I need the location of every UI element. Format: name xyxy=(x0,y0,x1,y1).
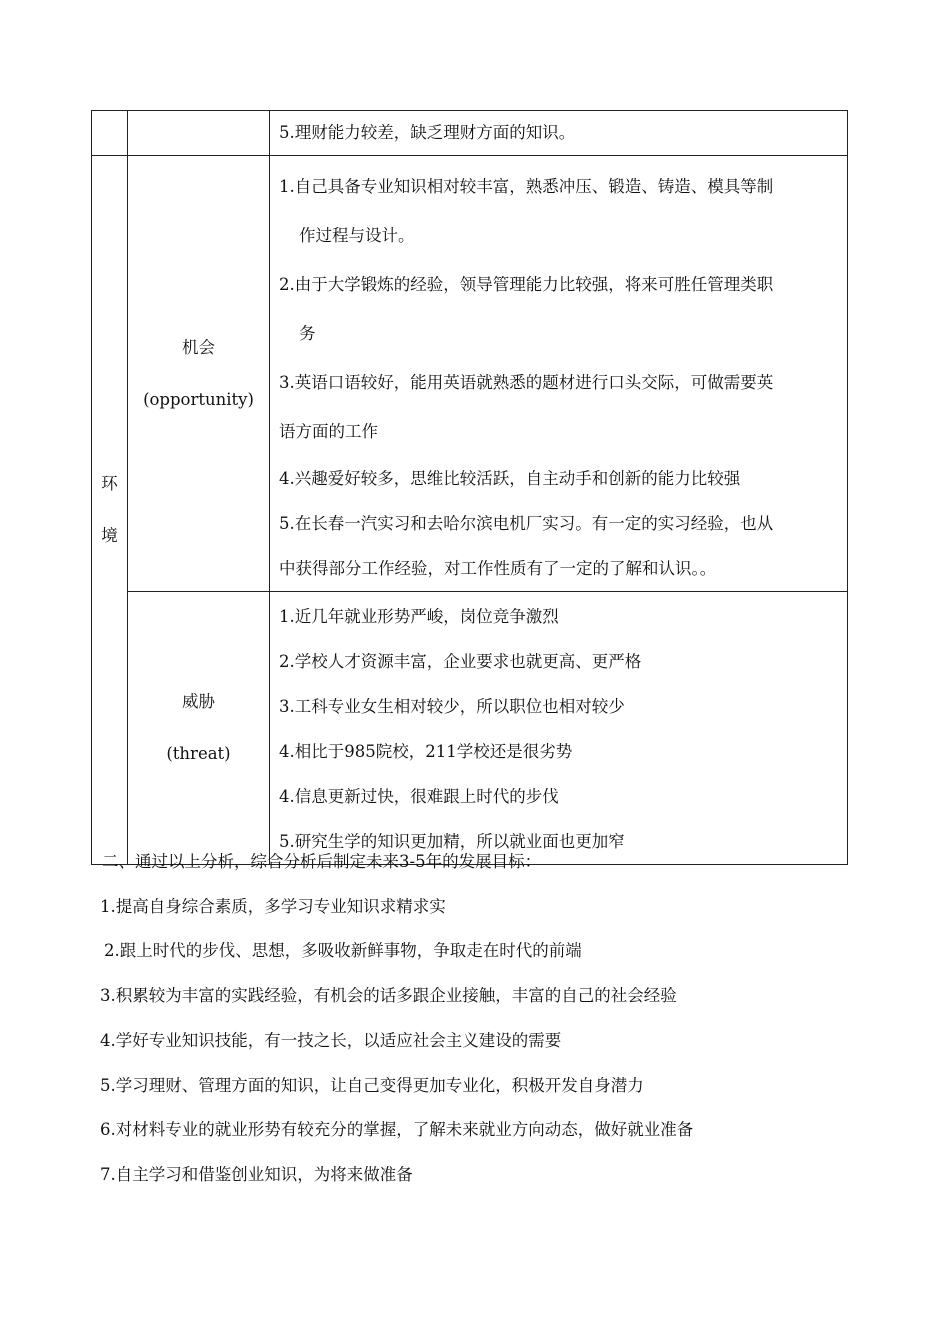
threat-label-cell xyxy=(128,592,270,865)
list-item: 1.近几年就业形势严峻，岗位竞争激烈 xyxy=(279,607,559,626)
opportunity-label-en: (opportunity) xyxy=(143,389,254,409)
list-item: 作过程与设计。 xyxy=(299,226,415,245)
table-row xyxy=(92,111,848,156)
goal-item: 7.自主学习和借鉴创业知识，为将来做准备 xyxy=(100,1164,413,1184)
goal-item: 1.提高自身综合素质，多学习专业知识求精求实 xyxy=(100,896,446,916)
goal-item: 3.积累较为丰富的实践经验，有机会的话多跟企业接触，丰富的自己的社会经验 xyxy=(100,986,677,1006)
threat-list-cell xyxy=(270,592,848,865)
empty-cell xyxy=(128,111,270,156)
list-item: 中获得部分工作经验，对工作性质有了一定的了解和认识。。 xyxy=(279,559,717,578)
threat-label-en: (threat) xyxy=(166,744,231,763)
goal-item: 6.对材料专业的就业形势有较充分的掌握，了解未来就业方向动态，做好就业准备 xyxy=(100,1120,694,1140)
opportunity-label: 机会 xyxy=(182,337,215,357)
environment-label-cell xyxy=(92,156,128,865)
list-item: 5.研究生学的知识更加精，所以就业面也更加窄 xyxy=(279,832,625,851)
goal-item: 2.跟上时代的步伐、思想，多吸收新鲜事物，争取走在时代的前端 xyxy=(104,941,582,961)
table-row xyxy=(92,156,848,592)
list-item: 务 xyxy=(299,324,316,343)
goals-section xyxy=(100,840,860,1198)
list-item: 4.相比于985院校，211学校还是很劣势 xyxy=(279,742,573,761)
goal-item: 4.学好专业知识技能，有一技之长，以适应社会主义建设的需要 xyxy=(100,1030,562,1050)
list-item: 4.兴趣爱好较多，思维比较活跃，自主动手和创新的能力比较强 xyxy=(279,469,741,488)
section-heading: 二、通过以上分析，综合分析后制定未来3-5年的发展目标： xyxy=(102,852,542,871)
list-item: 1.自己具备专业知识相对较丰富，熟悉冲压、锻造、铸造、模具等制 xyxy=(279,177,774,196)
list-item: 2.由于大学锻炼的经验，领导管理能力比较强，将来可胜任管理类职 xyxy=(279,275,774,294)
swot-table xyxy=(91,110,848,865)
table-row xyxy=(92,592,848,865)
list-item: 5.在长春一汽实习和去哈尔滨电机厂实习。有一定的实习经验，也从 xyxy=(279,514,774,533)
environment-label-char: 环 xyxy=(101,474,118,493)
list-item: 3.英语口语较好，能用英语就熟悉的题材进行口头交际，可做需要英 xyxy=(279,373,774,392)
threat-label: 威胁 xyxy=(182,692,215,711)
opportunity-list-cell xyxy=(270,156,848,592)
list-item: 3.工科专业女生相对较少，所以职位也相对较少 xyxy=(279,697,625,716)
goal-item: 5.学习理财、管理方面的知识，让自己变得更加专业化，积极开发自身潜力 xyxy=(100,1075,644,1095)
list-item: 2.学校人才资源丰富，企业要求也就更高、更严格 xyxy=(279,652,642,671)
list-item: 语方面的工作 xyxy=(279,422,378,441)
environment-label-char: 境 xyxy=(101,526,118,545)
weakness-item-5: 5.理财能力较差，缺乏理财方面的知识。 xyxy=(270,111,848,156)
opportunity-label-cell xyxy=(128,156,270,592)
list-item: 4.信息更新过快，很难跟上时代的步伐 xyxy=(279,787,559,806)
empty-cell xyxy=(92,111,128,156)
